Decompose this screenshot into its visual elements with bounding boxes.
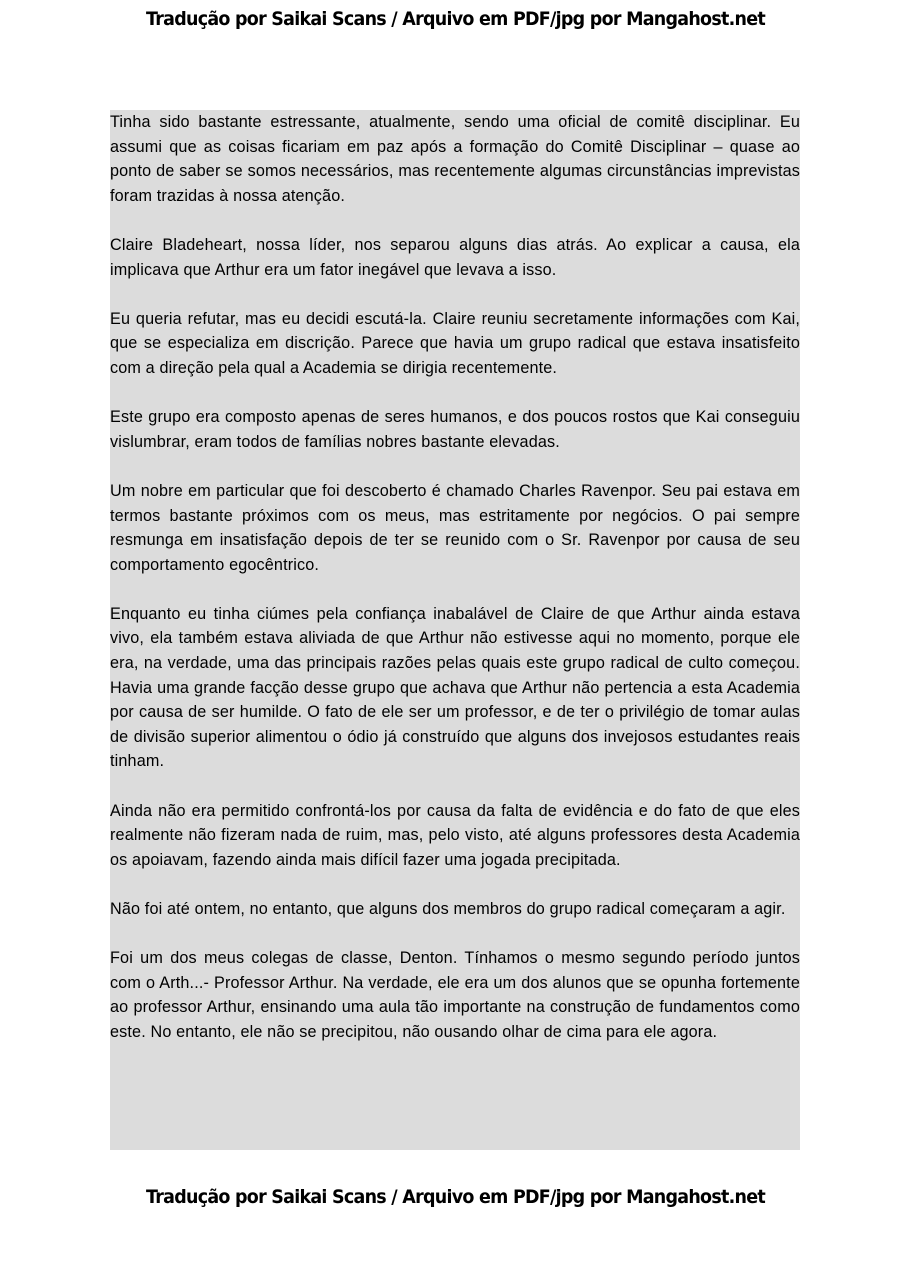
paragraph: Não foi até ontem, no entanto, que alguns dos membros do grupo radical começaram a agir.	[110, 900, 786, 918]
page-header: Tradução por Saikai Scans / Arquivo em PDF/jpg por Mangahost.net	[146, 8, 765, 30]
paragraph: Eu queria refutar, mas eu decidi escutá-la. Claire reuniu secretamente informações com Kai, que se especializa em discrição. Parece que havia um grupo radical que estava insatisfeito com a direção pela qual a Academia se dirigia recentemente.	[110, 309, 800, 377]
paragraph: Um nobre em particular que foi descoberto é chamado Charles Ravenpor. Seu pai estava em termos bastante próximos com os meus, mas estritamente por negócios. O pai sempre resmunga em insatisfação depois de ter se reunido com o Sr. Ravenpor por causa de seu comportamento egocêntrico.	[110, 481, 800, 574]
paragraph: Claire Bladeheart, nossa líder, nos separou alguns dias atrás. Ao explicar a causa, ela implicava que Arthur era um fator inegável que levava a isso.	[110, 235, 800, 279]
page-footer: Tradução por Saikai Scans / Arquivo em PDF/jpg por Mangahost.net	[146, 1186, 765, 1208]
paragraph: Enquanto eu tinha ciúmes pela confiança inabalável de Claire de que Arthur ainda estava vivo, ela também estava aliviada de que Arthur não estivesse aqui no momento, porque ele era, na verdade, uma das principais razões pelas quais este grupo radical de culto começou. Havia uma grande facção desse grupo que achava que Arthur não pertencia a esta Academia por causa de ser humilde. O fato de ele ser um professor, e de ter o privilégio de tomar aulas de divisão superior alimentou o ódio já construído que alguns dos invejosos estudantes reais tinham.	[110, 604, 800, 771]
text-block	[110, 110, 800, 1150]
paragraph: Este grupo era composto apenas de seres humanos, e dos poucos rostos que Kai conseguiu vislumbrar, eram todos de famílias nobres bastante elevadas.	[110, 408, 800, 451]
paragraph: Tinha sido bastante estressante, atualmente, sendo uma oficial de comitê disciplinar. Eu assumi que as coisas ficariam em paz após a formação do Comitê Disciplinar – quase ao ponto de saber se somos necessários, mas recentemente algumas circunstâncias imprevistas foram trazidas à nossa atenção.	[110, 113, 800, 205]
paragraph: Ainda não era permitido confrontá-los por causa da falta de evidência e do fato de que eles realmente não fizeram nada de ruim, mas, pelo visto, até alguns professores desta Academia os apoiavam, fazendo ainda mais difícil fazer uma jogada precipitada.	[110, 801, 800, 869]
paragraph: Foi um dos meus colegas de classe, Denton. Tínhamos o mesmo segundo período juntos com o Arth...- Professor Arthur. Na verdade, ele era um dos alunos que se opunha fortemente ao professor Arthur, ensinando uma aula tão importante na construção de fundamentos como este. No entanto, ele não se precipitou, não ousando olhar de cima para ele agora.	[110, 949, 800, 1041]
